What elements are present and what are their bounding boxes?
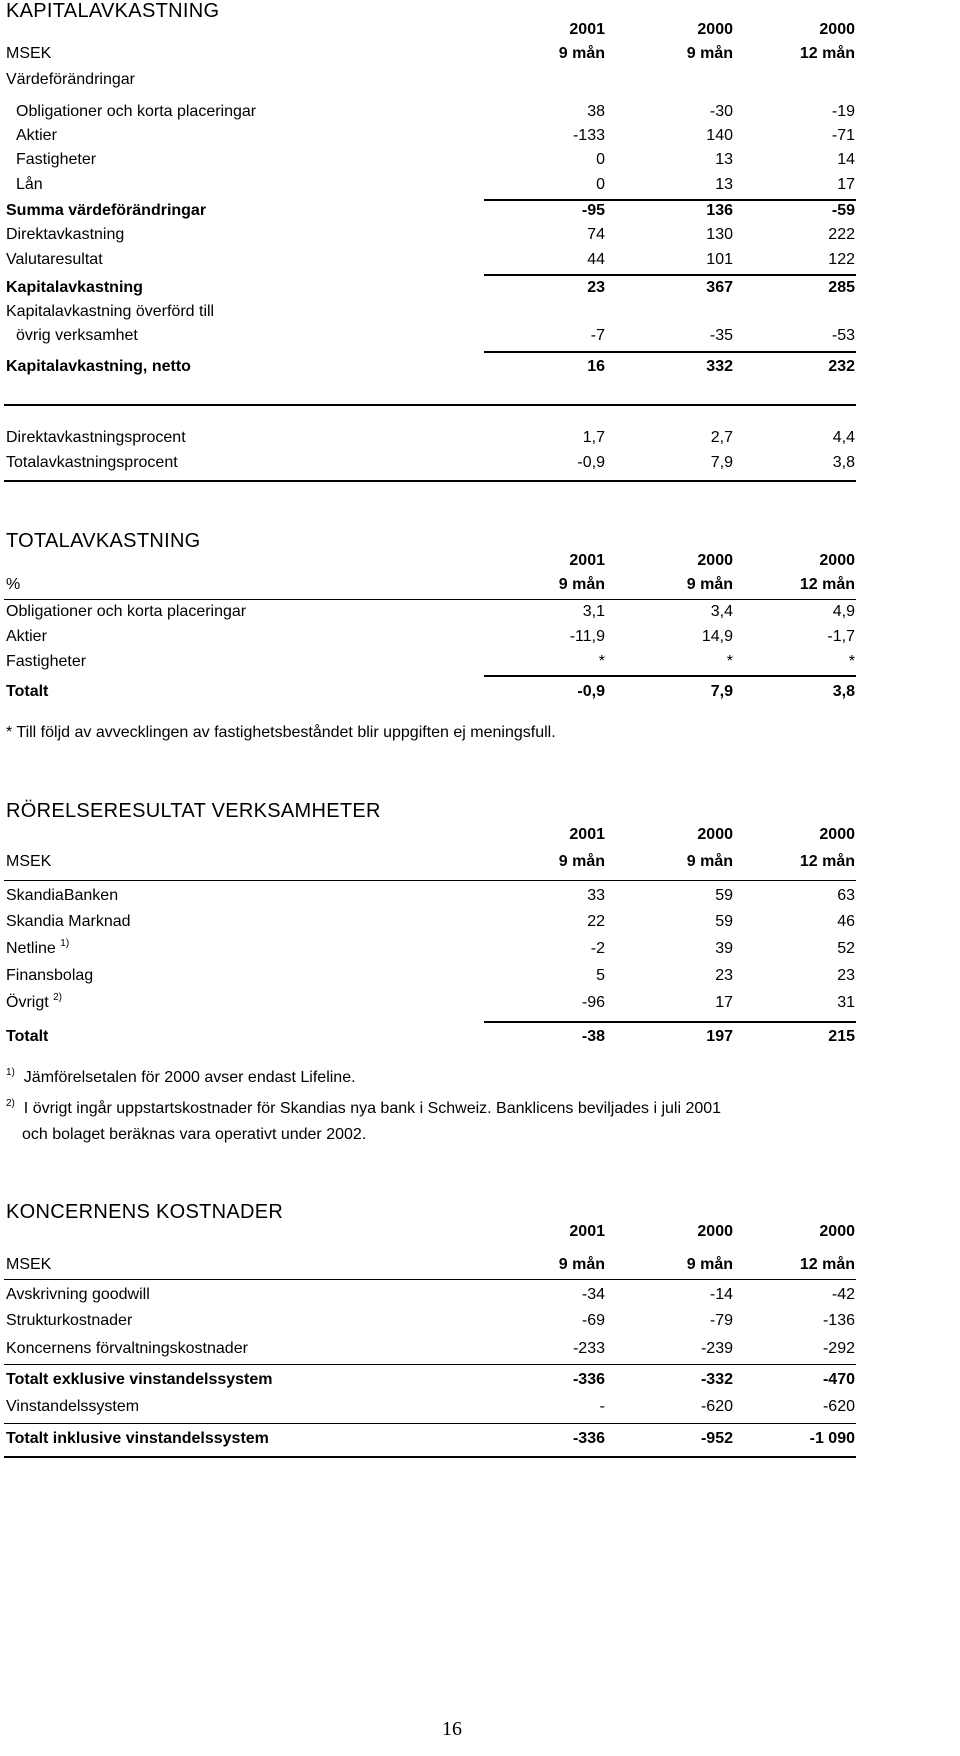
table-row-total: Totalt -38 197 215 bbox=[6, 1028, 855, 1045]
page-number: 16 bbox=[442, 1718, 462, 1740]
section-rule bbox=[4, 480, 856, 482]
table-row-total: Totalt -0,9 7,9 3,8 bbox=[6, 683, 855, 700]
table-row: Strukturkostnader -69 -79 -136 bbox=[6, 1312, 855, 1329]
table-row: övrig verksamhet -7 -35 -53 bbox=[16, 327, 855, 344]
table-row-total: Kapitalavkastning, netto 16 332 232 bbox=[6, 358, 855, 375]
col-period-3: 12 mån bbox=[799, 45, 855, 62]
table-row: Fastigheter 0 13 14 bbox=[16, 151, 855, 168]
col-year-3: 2000 bbox=[819, 21, 855, 38]
section-label-row bbox=[0, 71, 960, 95]
table-row: Skandia Marknad 22 59 46 bbox=[6, 913, 855, 930]
ror-year-header: 2001 2000 2000 bbox=[569, 826, 855, 843]
kost-period-header: MSEK 9 mån 9 mån 12 mån bbox=[6, 1256, 855, 1273]
footnote-2: $^{2)}$ I övrigt ingår uppstartskostnader för Skandias nya bank i Schweiz. Banklicens beviljades i juli 2001 bbox=[6, 1098, 722, 1117]
section-rule bbox=[4, 1456, 856, 1458]
table-row: Vinstandelssystem - -620 -620 bbox=[6, 1398, 855, 1415]
kap-year-header bbox=[0, 21, 960, 45]
footnote-mark: 1) bbox=[60, 938, 70, 949]
footnote-2-cont: och bolaget beräknas vara operativt under 2002. bbox=[22, 1126, 367, 1143]
tot-period-header: % 9 mån 9 mån 12 mån bbox=[6, 576, 855, 593]
table-row: SkandiaBanken 33 59 63 bbox=[6, 887, 855, 904]
table-row: Övrigt $^{2)}$ -96 17 31 bbox=[6, 992, 855, 1011]
kap-period-header bbox=[0, 45, 960, 69]
table-row: Koncernens förvaltningskostnader -233 -239 -292 bbox=[6, 1340, 855, 1357]
totalavkastning-title: TOTALAVKASTNING bbox=[6, 530, 201, 552]
table-row: Finansbolag 5 23 23 bbox=[6, 967, 855, 984]
table-row-total: Totalt inklusive vinstandelssystem -336 -952 -1 090 bbox=[6, 1430, 855, 1447]
row-rule bbox=[4, 1423, 856, 1424]
col-period-1: 9 mån bbox=[558, 45, 605, 62]
table-row: Avskrivning goodwill -34 -14 -42 bbox=[6, 1286, 855, 1303]
kostnader-title: KONCERNENS KOSTNADER bbox=[6, 1201, 284, 1223]
kapitalavkastning-title: KAPITALAVKASTNING bbox=[6, 0, 220, 22]
header-rule bbox=[4, 599, 856, 600]
tot-year-header: 2001 2000 2000 bbox=[569, 552, 855, 569]
header-rule bbox=[4, 880, 856, 881]
table-row: Aktier -11,9 14,9 -1,7 bbox=[6, 628, 855, 645]
total-rule bbox=[484, 351, 856, 353]
total-rule bbox=[484, 1021, 856, 1023]
table-row: Netline $^{1)}$ -2 39 52 bbox=[6, 938, 855, 957]
table-row: Kapitalavkastning överförd till bbox=[6, 303, 215, 320]
table-row: Valutaresultat 44 101 122 bbox=[6, 251, 855, 268]
table-row: Aktier -133 140 -71 bbox=[16, 127, 855, 144]
col-period-2: 9 mån bbox=[686, 45, 733, 62]
table-row: Direktavkastningsprocent 1,7 2,7 4,4 bbox=[6, 429, 855, 446]
row-rule bbox=[4, 1364, 856, 1365]
footnote: * Till följd av avvecklingen av fastighetsbeståndet blir uppgiften ej meningsfull. bbox=[6, 724, 556, 741]
footnote-mark: 2) bbox=[53, 992, 63, 1003]
table-row-subtotal: Totalt exklusive vinstandelssystem -336 -332 -470 bbox=[6, 1371, 855, 1388]
footnote-1: $^{1)}$ Jämförelsetalen för 2000 avser endast Lifeline. bbox=[6, 1067, 356, 1086]
table-row: Obligationer och korta placeringar 38 -30 -19 bbox=[16, 103, 855, 120]
table-row: Direktavkastning 74 130 222 bbox=[6, 226, 855, 243]
total-rule bbox=[484, 675, 856, 677]
ror-period-header: MSEK 9 mån 9 mån 12 mån bbox=[6, 853, 855, 870]
header-rule bbox=[4, 1279, 856, 1280]
section-label: Värdeförändringar bbox=[6, 71, 135, 88]
table-row: Totalavkastningsprocent -0,9 7,9 3,8 bbox=[6, 454, 855, 471]
subtotal-rule bbox=[484, 274, 856, 276]
table-row: Obligationer och korta placeringar 3,1 3,4 4,9 bbox=[6, 603, 855, 620]
unit-label: MSEK bbox=[6, 45, 52, 62]
subtotal-rule bbox=[484, 199, 856, 201]
table-row-subtotal: Summa värdeförändringar -95 136 -59 bbox=[6, 202, 855, 219]
table-row: Fastigheter * * * bbox=[6, 653, 855, 670]
table-row: Lån 0 13 17 bbox=[16, 176, 855, 193]
col-year-2: 2000 bbox=[697, 21, 733, 38]
table-row-subtotal: Kapitalavkastning 23 367 285 bbox=[6, 279, 855, 296]
kost-year-header: 2001 2000 2000 bbox=[569, 1223, 855, 1240]
col-year-1: 2001 bbox=[569, 21, 605, 38]
rorelseresultat-title: RÖRELSERESULTAT VERKSAMHETER bbox=[6, 800, 381, 822]
section-rule bbox=[4, 404, 856, 406]
